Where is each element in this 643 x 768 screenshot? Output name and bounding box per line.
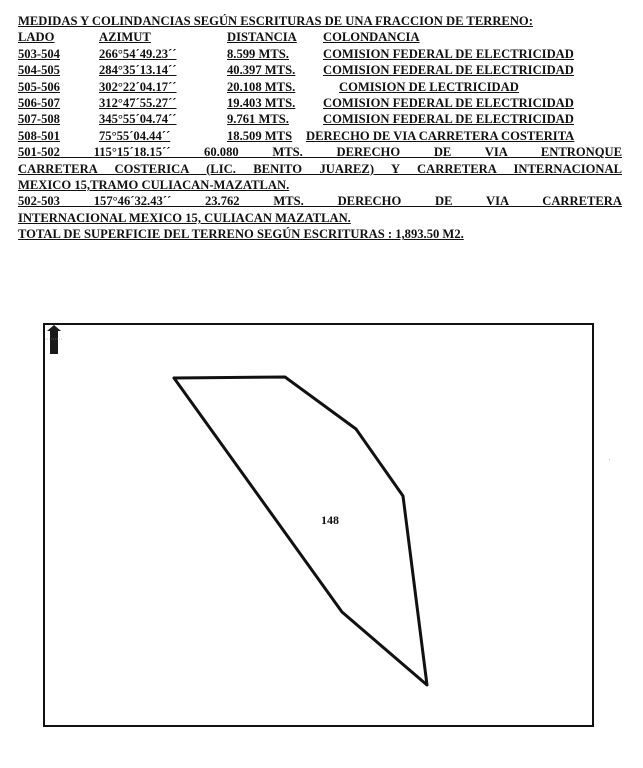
row-azimut: 75°55´04.44´´	[99, 128, 171, 143]
row-lado: 506-507	[18, 96, 60, 111]
row-distancia: 18.509 MTS	[227, 128, 293, 143]
header-distancia: DISTANCIA	[227, 30, 297, 45]
row-colindancia: COMISION FEDERAL DE ELECTRICIDAD	[323, 46, 574, 61]
north-arrow-icon	[45, 325, 63, 357]
row-azimut: 345°55´04.74´´	[99, 112, 177, 127]
row-lado: 505-506	[18, 79, 60, 94]
long-row-first-line: 502-503 157°46´32.43´´ 23.762 MTS. DERECHO DE VIA CARRETERA	[18, 194, 622, 209]
row-azimut: 284°35´13.14´´	[99, 63, 177, 78]
table-row	[18, 46, 622, 62]
long-row-continuation: CARRETERA COSTERICA (LIC. BENITO JUAREZ) Y CARRETERA INTERNACIONAL	[18, 161, 622, 176]
table-row	[18, 128, 622, 144]
row-azimut: 302°22´04.17´´	[99, 79, 177, 94]
lot-plan	[45, 325, 592, 725]
long-row-continuation: MEXICO 15,TRAMO CULIACAN-MAZATLAN.	[18, 178, 290, 193]
row-azimut: 312°47´55.27´´	[99, 96, 177, 111]
row-distancia: 8.599 MTS.	[227, 46, 289, 61]
row-lado: 503-504	[18, 46, 60, 61]
row-lado: 507-508	[18, 112, 60, 127]
table-row	[18, 62, 622, 78]
long-row-first-line: 501-502 115°15´18.15´´ 60.080 MTS. DERECHO DE VIA ENTRONQUE	[18, 145, 622, 160]
deed-heading: MEDIDAS Y COLINDANCIAS SEGÚN ESCRITURAS DE UNA FRACCION DE TERRENO:	[18, 14, 533, 28]
total-area: TOTAL DE SUPERFICIE DEL TERRENO SEGÚN ESCRITURAS : 1,893.50 M2.	[18, 227, 464, 242]
lot-boundary	[174, 377, 427, 685]
header-colindancia: COLONDANCIA	[323, 30, 420, 45]
deed-description	[18, 13, 622, 243]
scan-speck	[609, 459, 610, 460]
header-azimut: AZIMUT	[99, 30, 151, 45]
row-distancia: 20.108 MTS.	[227, 79, 296, 94]
row-distancia: 40.397 MTS.	[227, 63, 296, 78]
lot-number-label: 148	[321, 513, 339, 527]
row-azimut: 266°54´49.23´´	[99, 46, 177, 61]
row-colindancia: COMISION FEDERAL DE ELECTRICIDAD	[323, 96, 574, 111]
row-colindancia: COMISION FEDERAL DE ELECTRICIDAD	[323, 63, 574, 78]
header-lado: LADO	[18, 30, 55, 45]
row-colindancia: COMISION DE LECTRICIDAD	[339, 79, 519, 94]
table-header	[18, 29, 622, 45]
table-row	[18, 111, 622, 127]
row-lado: 508-501	[18, 128, 60, 143]
row-colindancia: DERECHO DE VIA CARRETERA COSTERITA	[306, 128, 575, 143]
row-distancia: 19.403 MTS.	[227, 96, 296, 111]
table-row	[18, 95, 622, 111]
row-colindancia: COMISION FEDERAL DE ELECTRICIDAD	[323, 112, 574, 127]
table-row	[18, 79, 622, 95]
row-distancia: 9.761 MTS.	[227, 112, 289, 127]
long-row-continuation: INTERNACIONAL MEXICO 15, CULIACAN MAZATLAN.	[18, 210, 351, 225]
plot-frame	[43, 323, 594, 727]
row-lado: 504-505	[18, 63, 60, 78]
